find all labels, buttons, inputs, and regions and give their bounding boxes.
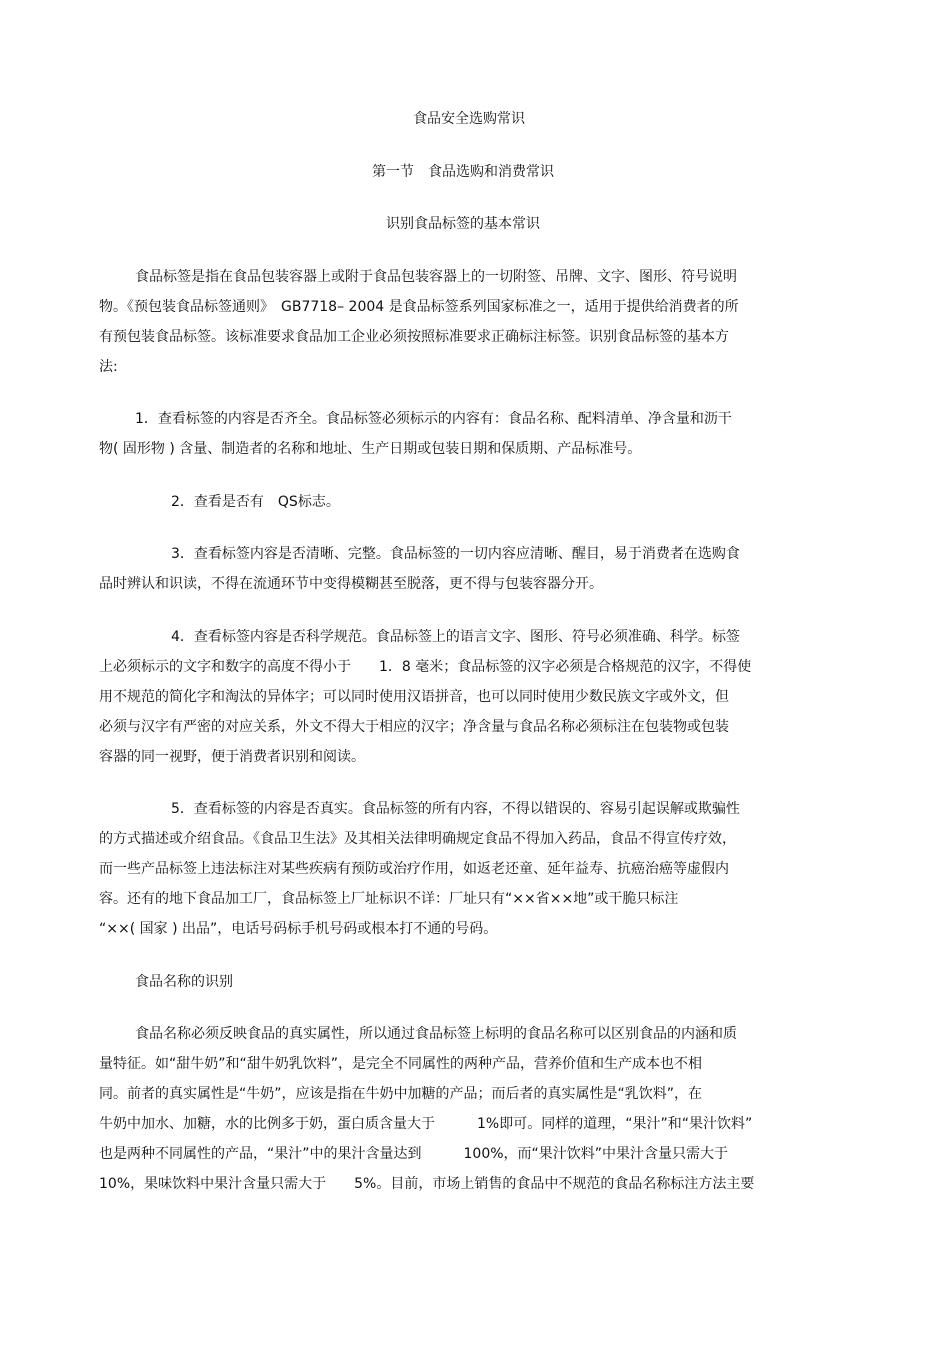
para2-line-4: 牛奶中加水、加糖，水的比例多于奶，蛋白质含量大于 1%即可。同样的道理，“果汁”和“果汁饮料” [99,1116,753,1132]
item3-line-2: 品时辨认和识读，不得在流通环节中变得模糊甚至脱落，更不得与包装容器分开。 [99,576,603,592]
intro-line-4: 法: [99,359,118,375]
section-heading: 第一节 食品选购和消费常识 [372,164,554,180]
para2-line-3: 同。前者的真实属性是“牛奶”，应该是指在牛奶中加糖的产品；而后者的真实属性是“乳饮料”，在 [99,1086,703,1102]
item5-line-2: 的方式描述或介绍食品。《食品卫生法》及其相关法律明确规定食品不得加入药品，食品不得宣传疗效， [99,831,736,847]
intro-line-2: 物。《预包装食品标签通则》 GB7718– 2004 是食品标签系列国家标准之一，适用于提供给消费者的所 [99,299,739,315]
item1-line-2: 物( 固形物 ) 含量、制造者的名称和地址、生产日期或包装日期和保质期、产品标准号。 [99,441,642,457]
item3-line-1: 3．查看标签内容是否清晰、完整。食品标签的一切内容应清晰、醒目，易于消费者在选购食 [171,546,740,562]
document-title: 食品安全选购常识 [413,111,525,127]
para2-line-5: 也是两种不同属性的产品，“果汁”中的果汁含量达到 100%，而“果汁饮料”中果汁含量只需大于 [99,1146,729,1162]
item4-line-4: 必须与汉字有严密的对应关系，外文不得大于相应的汉字；净含量与食品名称必须标注在包装物或包装 [99,719,729,735]
para2-line-6: 10%，果味饮料中果汁含量只需大于 5%。目前，市场上销售的食品中不规范的食品名称标注方法主要 [99,1176,755,1192]
item4-line-5: 容器的同一视野，便于消费者识别和阅读。 [99,749,365,765]
item4-line-2: 上必须标示的文字和数字的高度不得小于 1．8 毫米；食品标签的汉字必须是合格规范的汉字，不得使 [99,659,752,675]
item5-line-3: 而一些产品标签上违法标注对某些疾病有预防或治疗作用，如返老还童、延年益寿、抗癌治癌等虚假内 [99,861,729,877]
item4-line-3: 用不规范的简化字和淘汰的异体字；可以同时使用汉语拼音，也可以同时使用少数民族文字或外文，但 [99,689,729,705]
food-name-heading: 食品名称的识别 [135,974,233,990]
item2-line-1: 2．查看是否有 QS标志。 [171,494,340,510]
intro-line-3: 有预包装食品标签。该标准要求食品加工企业必须按照标准要求正确标注标签。识别食品标签的基本方 [99,329,729,345]
item5-line-1: 5．查看标签的内容是否真实。食品标签的所有内容，不得以错误的、容易引起误解或欺骗性 [171,801,740,817]
intro-line-1: 食品标签是指在食品包装容器上或附于食品包装容器上的一切附签、吊牌、文字、图形、符号说明 [135,269,737,285]
item5-line-5: “××( 国家 ) 出品”，电话号码标手机号码或根本打不通的号码。 [99,921,498,937]
item4-line-1: 4．查看标签内容是否科学规范。食品标签上的语言文字、图形、符号必须准确、科学。标签 [171,629,740,645]
para2-line-1: 食品名称必须反映食品的真实属性，所以通过食品标签上标明的食品名称可以区别食品的内涵和质 [135,1026,737,1042]
item1-line-1: 1．查看标签的内容是否齐全。食品标签必须标示的内容有：食品名称、配料清单、净含量和沥干 [135,411,732,427]
para2-line-2: 量特征。如“甜牛奶”和“甜牛奶乳饮料”，是完全不同属性的两种产品，营养价值和生产成本也不相 [99,1056,703,1072]
subsection-heading: 识别食品标签的基本常识 [386,216,540,232]
item5-line-4: 容。还有的地下食品加工厂，食品标签上厂址标识不详：厂址只有“××省××地”或干脆只标注 [99,891,679,907]
